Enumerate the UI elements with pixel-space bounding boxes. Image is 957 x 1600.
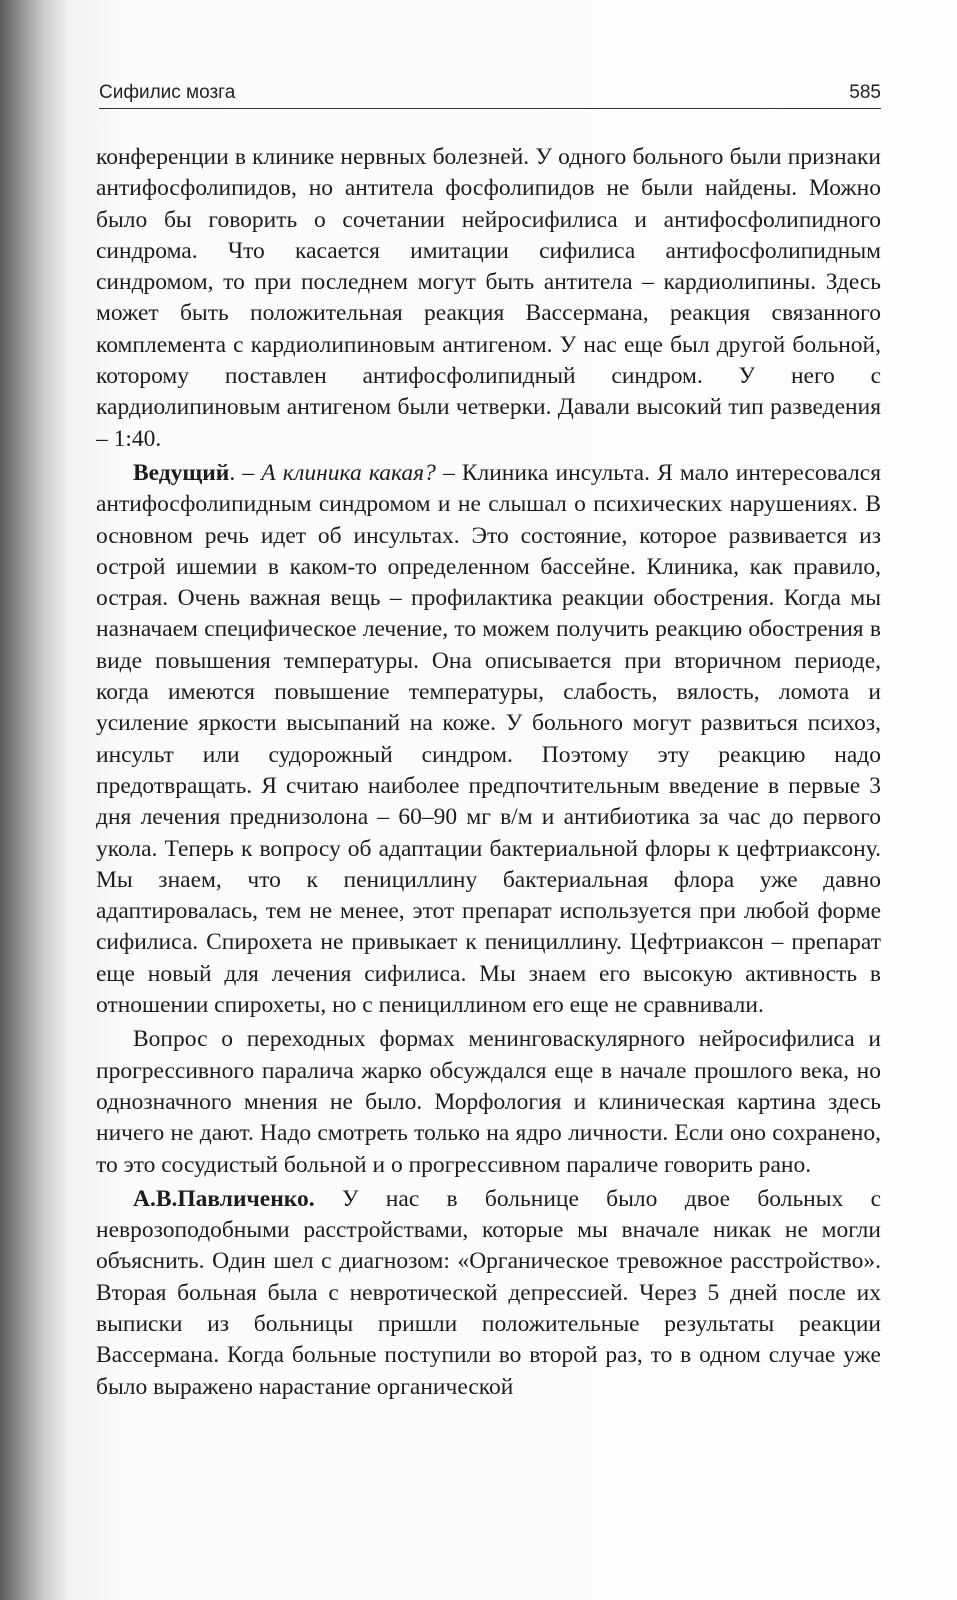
body-text <box>96 142 881 1403</box>
speaker-name: А.В.Павличенко. <box>133 1185 315 1212</box>
scan-gutter-shadow <box>0 0 70 1600</box>
speaker-separator: . – <box>229 459 262 486</box>
running-header <box>99 78 881 109</box>
question-text: А клиника какая? – <box>261 459 455 486</box>
speaker-name: Ведущий <box>133 459 230 486</box>
paragraph-text: конференции в клинике нервных болезней. У одного больного были признаки антифосфолипидов, но антитела фосфолипидов не были найдены. Можно было бы говорить о сочетании нейросифилиса и антифосфолипидного синдрома. Что касается имитации сифилиса антифосфолипидным синдромом, то при последнем могут быть антитела – кардиолипины. Здесь может быть положительная реакция Вассермана, реакция связанного комплемента с кардиолипиновым антигеном. У нас еще был другой больной, которому поставлен антифосфолипидный синдром. У него с кардиолипиновым антигеном были четверки. Давали высокий тип разведения – 1:40. <box>96 144 881 452</box>
paragraph-continuation <box>96 142 881 455</box>
page-number: 585 <box>849 82 881 103</box>
paragraph-text: Вопрос о переходных формах менинговаскулярного нейросифилиса и прогрессивного паралича жарко обсуждался еще в начале прошлого века, но однозначного мнения не было. Морфология и клиническая картина здесь ничего не дают. Надо смотреть только на ядро личности. Если оно сохранено, то это сосудистый больной и о прогрессивном параличе говорить рано. <box>96 1026 881 1178</box>
running-title: Сифилис мозга <box>99 82 236 103</box>
paragraph-transitional-forms <box>96 1024 881 1180</box>
paragraph-text: Клиника инсульта. Я мало интересовался антифосфолипидным синдромом и не слышал о психических нарушениях. В основном речь идет об инсультах. Это состояние, которое развивается из острой ишемии в каком-то определенном бассейне. Клиника, как правило, острая. Очень важная вещь – профилактика реакции обострения. Когда мы назначаем специфическое лечение, то можем получить реакцию обострения в виде повышения температуры. Она описывается при вторичном периоде, когда имеются повышение температуры, слабость, вялость, ломота и усиление яркости высыпаний на коже. У больного могут развиться психоз, инсульт или судорожный синдром. Поэтому эту реакцию надо предотвращать. Я считаю наиболее предпочтительным введение в первые 3 дня лечения преднизолона – 60–90 мг в/м и антибиотика за час до первого укола. Теперь к вопросу об адаптации бактериальной флоры к цефтриаксону. Мы знаем, что к пенициллину бактериальная флора уже давно адаптировалась, тем не менее, этот препарат используется при любой форме сифилиса. Спирохета не привыкает к пенициллину. Цефтриаксон – препарат еще новый для лечения сифилиса. Мы знаем его высокую активность в отношении спирохеты, но с пенициллином его еще не сравнивали. <box>96 459 881 1019</box>
paragraph-text: У нас в больнице было двое больных с неврозоподобными расстройствами, которые мы вначале никак не могли объяснить. Один шел с диагнозом: «Органическое тревожное расстройство». Вторая больная была с невротической депрессией. Через 5 дней после их выписки из больницы пришли положительные результаты реакции Вассермана. Когда больные поступили во второй раз, то в одном случае уже было выражено нарастание органической <box>96 1185 881 1400</box>
paragraph-moderator-reply <box>96 458 881 1021</box>
paragraph-pavlichenko <box>96 1184 881 1403</box>
